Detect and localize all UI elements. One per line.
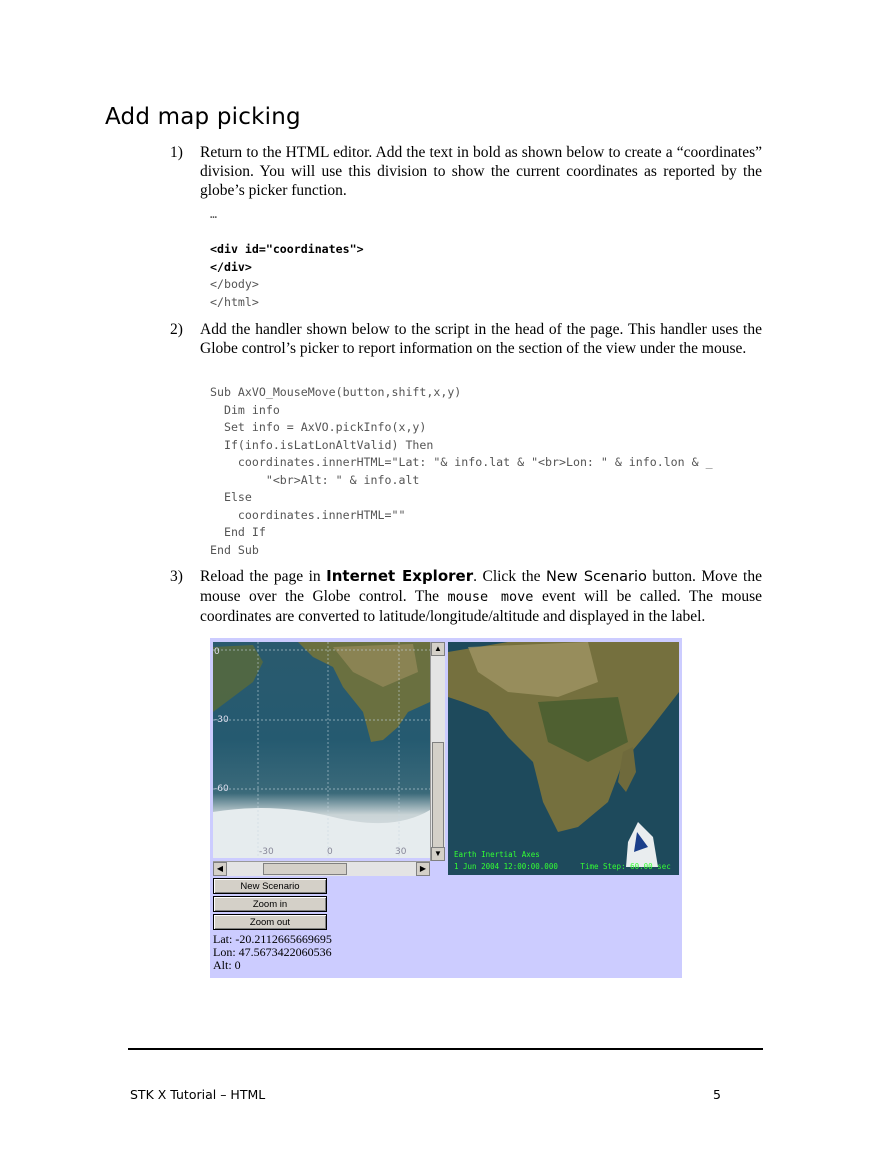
map-lon-label: 0 (327, 847, 333, 857)
step-number: 2) (170, 321, 183, 338)
code-block-vbscript (210, 384, 713, 559)
text-code-run: mouse move (447, 589, 534, 605)
map-horizontal-scrollbar[interactable] (213, 861, 430, 876)
scroll-left-arrow-icon[interactable]: ◀ (213, 862, 227, 876)
footer-title: STK X Tutorial – HTML (130, 1087, 266, 1102)
step-number: 1) (170, 144, 183, 161)
new-scenario-button[interactable]: New Scenario (213, 878, 327, 894)
longitude-value: Lon: 47.5673422060536 (213, 945, 332, 959)
code-line: coordinates.innerHTML="" (210, 507, 406, 522)
step-1 (170, 143, 762, 203)
coordinates-readout (213, 933, 332, 972)
scroll-up-arrow-icon[interactable]: ▲ (431, 642, 445, 656)
text-run: event will be called. The mouse coordinates are converted to latitude/longitude/altitude and displayed in the label. (200, 588, 762, 625)
south-america-shape (213, 645, 263, 712)
map-lat-label: 0 (214, 647, 220, 657)
step-3 (170, 567, 762, 627)
scroll-thumb[interactable] (263, 863, 347, 875)
globe-image (448, 642, 679, 875)
page-number: 5 (713, 1087, 721, 1102)
scroll-down-arrow-icon[interactable]: ▼ (431, 847, 445, 861)
scroll-thumb[interactable] (432, 742, 444, 850)
text-run: button. Move the mouse over the Globe control. The (200, 568, 762, 605)
map-lon-label: -30 (259, 847, 274, 857)
code-bold-line: <div id="coordinates"> (210, 242, 364, 256)
map-lat-label: -60 (214, 784, 229, 794)
zoom-in-button[interactable]: Zoom in (213, 896, 327, 912)
step-2 (170, 320, 762, 378)
app-screenshot (210, 638, 682, 978)
globe-time-label: 1 Jun 2004 12:00:00.000 Time Step: 60.00 sec (454, 862, 671, 871)
code-line: coordinates.innerHTML="Lat: "& info.lat & "<br>Lon: " & info.lon & _ (210, 455, 713, 469)
latitude-value: Lat: -20.2112665669695 (213, 932, 332, 946)
text-run: Reload the page in (200, 568, 327, 585)
text-run: . Click the (473, 568, 546, 585)
map-vertical-scrollbar[interactable] (430, 642, 445, 861)
text-bold-run: Internet Explorer (326, 567, 474, 585)
map-lon-label: 30 (395, 847, 407, 857)
code-line: Sub AxVO_MouseMove(button,shift,x,y) (210, 385, 462, 399)
globe-view[interactable] (448, 642, 679, 875)
code-ellipsis: … (210, 207, 217, 221)
code-line: Dim info (210, 402, 280, 417)
footer-divider (128, 1048, 763, 1050)
map-image (213, 642, 430, 858)
zoom-out-button[interactable]: Zoom out (213, 914, 327, 930)
code-line: End Sub (210, 542, 259, 557)
code-line: Else (210, 490, 252, 504)
code-line: </body> (210, 277, 259, 291)
globe-axes-label: Earth Inertial Axes (454, 850, 540, 859)
altitude-value: Alt: 0 (213, 958, 241, 972)
section-heading: Add map picking (105, 104, 301, 130)
step-text: Return to the HTML editor. Add the text in bold as shown below to create a “coordinates” division. You will use this division to show the current coordinates as reported by the globe’s picker function. (200, 144, 762, 199)
code-line: If(info.isLatLonAltValid) Then (210, 437, 434, 452)
step-text (200, 567, 762, 626)
code-line: Set info = AxVO.pickInfo(x,y) (210, 420, 427, 434)
code-block-html (210, 206, 364, 311)
text-ui-run: New Scenario (546, 569, 647, 585)
code-bold-line: </div> (210, 259, 252, 274)
map-lat-label: -30 (214, 715, 229, 725)
code-line: End If (210, 525, 266, 539)
map-view[interactable] (213, 642, 430, 858)
code-line: "<br>Alt: " & info.alt (210, 472, 420, 487)
step-number: 3) (170, 568, 183, 585)
scroll-right-arrow-icon[interactable]: ▶ (416, 862, 430, 876)
step-text: Add the handler shown below to the script in the head of the page. This handler uses the Globe control’s picker to report information on the section of the view under the mouse. (200, 321, 762, 357)
code-line: </html> (210, 294, 259, 309)
